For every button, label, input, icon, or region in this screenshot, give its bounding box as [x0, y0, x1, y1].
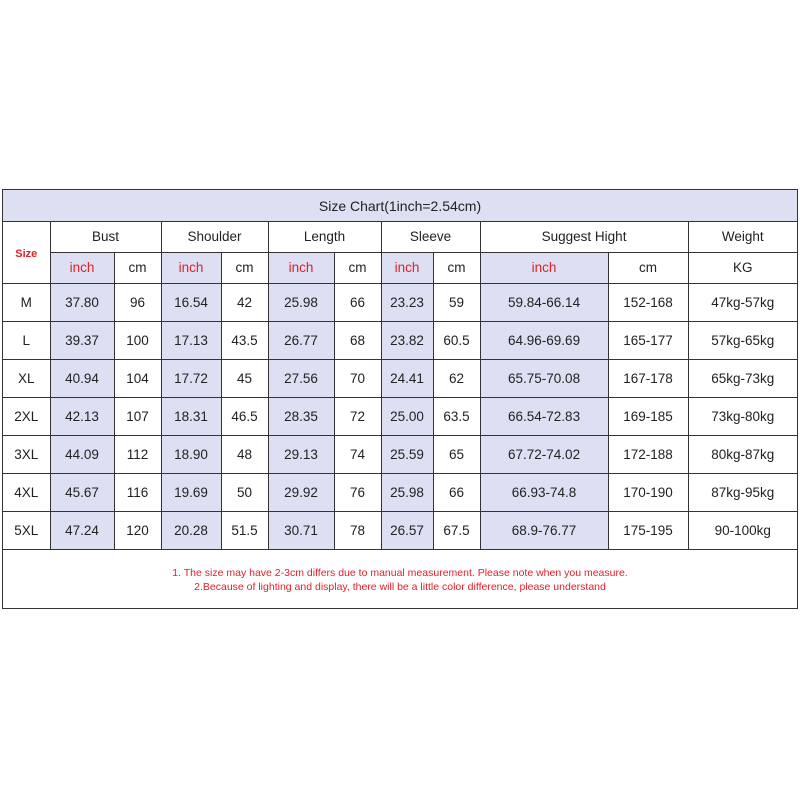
table-cell: 73kg-80kg	[688, 397, 797, 435]
table-cell: 28.35	[268, 397, 334, 435]
table-cell: 25.98	[268, 283, 334, 321]
table-cell: 66.93-74.8	[480, 473, 608, 511]
table-cell: 45.67	[50, 473, 114, 511]
table-cell: 29.13	[268, 435, 334, 473]
note-line: 1. The size may have 2-3cm differs due to manual measurement. Please note when you measure.	[172, 567, 628, 579]
table-row	[3, 435, 797, 473]
table-cell: 68.9-76.77	[480, 511, 608, 549]
table-cell: 17.13	[161, 321, 221, 359]
table-cell: 165-177	[608, 321, 688, 359]
table-cell: 65	[433, 435, 480, 473]
unit-header: inch	[50, 252, 114, 283]
table-cell: 64.96-69.69	[480, 321, 608, 359]
unit-header: cm	[433, 252, 480, 283]
unit-header: inch	[161, 252, 221, 283]
table-cell: 112	[114, 435, 161, 473]
table-cell: 27.56	[268, 359, 334, 397]
table-cell: 20.28	[161, 511, 221, 549]
table-cell: 45	[221, 359, 268, 397]
table-cell: 67.72-74.02	[480, 435, 608, 473]
unit-header: cm	[608, 252, 688, 283]
group-header: Suggest Hight	[480, 222, 688, 252]
table-cell: 23.82	[381, 321, 433, 359]
table-cell: 65.75-70.08	[480, 359, 608, 397]
table-cell: 51.5	[221, 511, 268, 549]
table-cell: 42	[221, 283, 268, 321]
table-cell: 26.57	[381, 511, 433, 549]
table-cell: 57kg-65kg	[688, 321, 797, 359]
table-cell: 46.5	[221, 397, 268, 435]
unit-header: KG	[688, 252, 797, 283]
table-cell: 152-168	[608, 283, 688, 321]
notes	[3, 552, 797, 608]
group-header: Length	[268, 222, 381, 252]
table-cell: 78	[334, 511, 381, 549]
table-cell: 44.09	[50, 435, 114, 473]
table-cell: 16.54	[161, 283, 221, 321]
header-row-groups	[3, 222, 797, 252]
unit-header: inch	[268, 252, 334, 283]
size-table	[3, 222, 797, 550]
table-cell: 72	[334, 397, 381, 435]
table-cell: 66.54-72.83	[480, 397, 608, 435]
table-cell: 66	[334, 283, 381, 321]
table-cell: 67.5	[433, 511, 480, 549]
table-cell: 25.98	[381, 473, 433, 511]
table-cell: 76	[334, 473, 381, 511]
table-cell: 30.71	[268, 511, 334, 549]
table-cell: 65kg-73kg	[688, 359, 797, 397]
table-row	[3, 397, 797, 435]
size-header: Size	[3, 222, 50, 283]
unit-header: inch	[381, 252, 433, 283]
table-cell: 23.23	[381, 283, 433, 321]
table-cell: 40.94	[50, 359, 114, 397]
size-cell: 4XL	[3, 473, 50, 511]
table-cell: 66	[433, 473, 480, 511]
table-cell: 70	[334, 359, 381, 397]
table-row	[3, 283, 797, 321]
table-cell: 29.92	[268, 473, 334, 511]
table-cell: 96	[114, 283, 161, 321]
table-cell: 90-100kg	[688, 511, 797, 549]
size-cell: XL	[3, 359, 50, 397]
table-cell: 18.31	[161, 397, 221, 435]
table-row	[3, 359, 797, 397]
table-cell: 87kg-95kg	[688, 473, 797, 511]
note-line: 2.Because of lighting and display, there will be a little color difference, please understand	[194, 581, 606, 593]
size-cell: M	[3, 283, 50, 321]
table-cell: 107	[114, 397, 161, 435]
table-cell: 100	[114, 321, 161, 359]
unit-header: inch	[480, 252, 608, 283]
table-cell: 50	[221, 473, 268, 511]
size-cell: 3XL	[3, 435, 50, 473]
table-cell: 24.41	[381, 359, 433, 397]
table-cell: 18.90	[161, 435, 221, 473]
table-cell: 169-185	[608, 397, 688, 435]
table-cell: 25.59	[381, 435, 433, 473]
table-cell: 42.13	[50, 397, 114, 435]
table-cell: 17.72	[161, 359, 221, 397]
unit-header: cm	[114, 252, 161, 283]
table-cell: 59.84-66.14	[480, 283, 608, 321]
table-cell: 43.5	[221, 321, 268, 359]
size-cell: 2XL	[3, 397, 50, 435]
table-row	[3, 321, 797, 359]
table-cell: 19.69	[161, 473, 221, 511]
size-chart	[2, 189, 798, 609]
chart-title: Size Chart(1inch=2.54cm)	[3, 190, 797, 222]
unit-header: cm	[334, 252, 381, 283]
table-cell: 63.5	[433, 397, 480, 435]
table-cell: 167-178	[608, 359, 688, 397]
table-cell: 116	[114, 473, 161, 511]
table-cell: 68	[334, 321, 381, 359]
table-cell: 74	[334, 435, 381, 473]
table-cell: 80kg-87kg	[688, 435, 797, 473]
table-row	[3, 473, 797, 511]
table-cell: 60.5	[433, 321, 480, 359]
table-cell: 59	[433, 283, 480, 321]
group-header: Weight	[688, 222, 797, 252]
table-cell: 39.37	[50, 321, 114, 359]
table-row	[3, 511, 797, 549]
group-header: Bust	[50, 222, 161, 252]
table-body	[3, 283, 797, 549]
table-cell: 25.00	[381, 397, 433, 435]
table-cell: 47kg-57kg	[688, 283, 797, 321]
table-cell: 104	[114, 359, 161, 397]
group-header: Shoulder	[161, 222, 268, 252]
group-header: Sleeve	[381, 222, 480, 252]
size-cell: L	[3, 321, 50, 359]
table-cell: 47.24	[50, 511, 114, 549]
size-cell: 5XL	[3, 511, 50, 549]
header-row-units	[3, 252, 797, 283]
table-cell: 170-190	[608, 473, 688, 511]
table-cell: 175-195	[608, 511, 688, 549]
unit-header: cm	[221, 252, 268, 283]
table-cell: 26.77	[268, 321, 334, 359]
table-cell: 62	[433, 359, 480, 397]
table-cell: 37.80	[50, 283, 114, 321]
table-cell: 48	[221, 435, 268, 473]
table-cell: 120	[114, 511, 161, 549]
table-cell: 172-188	[608, 435, 688, 473]
